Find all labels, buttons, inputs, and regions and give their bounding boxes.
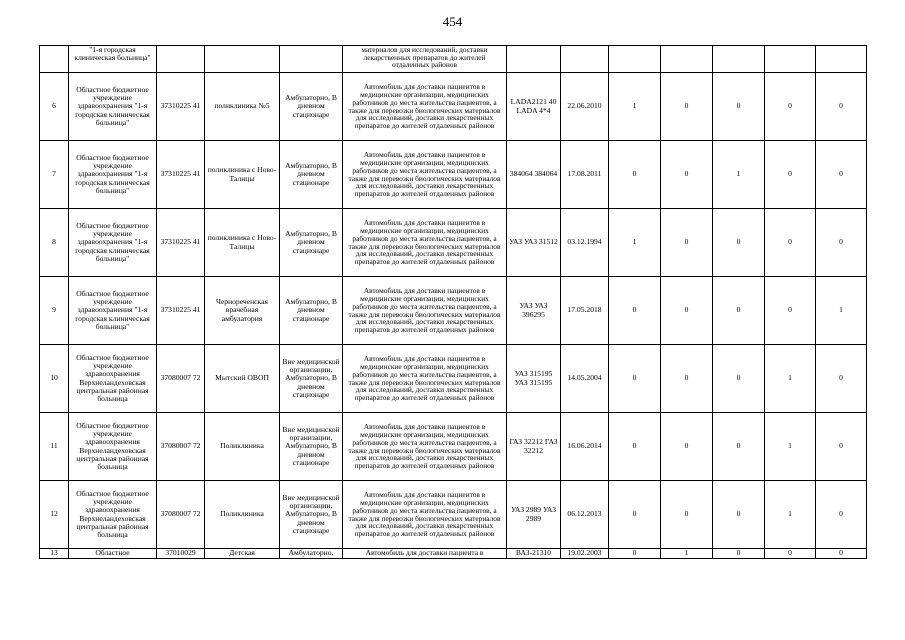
count-cell-3: 0 [713,481,765,549]
row-number-cell: 12 [40,481,69,549]
vehicle-purpose-cell: Автомобиль для доставки пациентов в медицинские организации, медицинских работников до места жительства пациентов, а также для перевозки биологических материалов для исследований, доставки лекарственных препаратов до жителей отдаленных районов [343,345,507,413]
department-cell: Поликлиника [205,481,280,549]
count-cell-5: 0 [816,549,867,559]
vehicle-model-cell: 384064 384064 [507,141,561,209]
count-cell-4: 1 [765,413,816,481]
row-number-cell: 8 [40,209,69,277]
registration-date-cell: 16.06.2014 [561,413,609,481]
row-number-cell [40,46,69,73]
care-mode-cell [280,46,343,73]
organization-cell: Областное бюджетное учреждение здравоохранения "1-я городская клиническая больница" [69,277,157,345]
count-cell-3: 0 [713,277,765,345]
vehicle-model-cell: УАЗ 2989 УАЗ 2989 [507,481,561,549]
count-cell-2: 0 [661,209,713,277]
vehicle-model-cell: LADA2121 40 LADA 4*4 [507,73,561,141]
count-cell-4: 0 [765,209,816,277]
row-number-cell: 7 [40,141,69,209]
vehicle-purpose-cell: Автомобиль для доставки пациентов в медицинские организации, медицинских работников до места жительства пациентов, а также для перевозки биологических материалов для исследований, доставки лекарственных препаратов до жителей отдаленных районов [343,141,507,209]
registration-date-cell: 19.02.2003 [561,549,609,559]
org-code-cell: 37080007 72 [157,345,205,413]
count-cell-5: 0 [816,209,867,277]
department-cell: Поликлиника [205,413,280,481]
count-cell-1: 0 [609,345,661,413]
count-cell-3: 0 [713,413,765,481]
vehicle-purpose-cell: Автомобиль для доставки пациентов в медицинские организации, медицинских работников до места жительства пациентов, а также для перевозки биологических материалов для исследований, доставки лекарственных препаратов до жителей отдаленных районов [343,413,507,481]
count-cell-5: 0 [816,413,867,481]
organization-cell: Областное бюджетное учреждение здравоохранения "1-я городская клиническая больница" [69,209,157,277]
count-cell-3: 0 [713,345,765,413]
vehicle-purpose-cell: материалов для исследований, доставки лекарственных препаратов до жителей отдаленных районов [343,46,507,73]
count-cell-2: 0 [661,73,713,141]
vehicle-model-cell: УАЗ 315195 УАЗ 315195 [507,345,561,413]
registration-date-cell: 22.06.2010 [561,73,609,141]
registration-date-cell: 17.05.2018 [561,277,609,345]
organization-cell: Областное бюджетное учреждение здравоохранения Верхнеландеховская центральная районная больница [69,345,157,413]
count-cell-1: 0 [609,549,661,559]
organization-cell: Областное бюджетное учреждение здравоохранения Верхнеландеховская центральная районная больница [69,413,157,481]
department-cell: Детская [205,549,280,559]
org-code-cell [157,46,205,73]
count-cell-5: 0 [816,481,867,549]
vehicle-purpose-cell: Автомобиль для доставки пациентов в медицинские организации, медицинских работников до места жительства пациентов, а также для перевозки биологических материалов для исследований, доставки лекарственных препаратов до жителей отдаленных районов [343,73,507,141]
registration-date-cell: 03.12.1994 [561,209,609,277]
count-cell-2: 0 [661,345,713,413]
department-cell [205,46,280,73]
organization-cell: Областное бюджетное учреждение здравоохранения "1-я городская клиническая больница" [69,73,157,141]
table-row [40,141,867,209]
registration-date-cell: 06.12.2013 [561,481,609,549]
count-cell-2: 0 [661,277,713,345]
table-row [40,481,867,549]
organization-cell: Областное бюджетное учреждение здравоохранения "1-я городская клиническая больница" [69,141,157,209]
count-cell-5: 0 [816,73,867,141]
count-cell-2 [661,46,713,73]
row-number-cell: 6 [40,73,69,141]
org-code-cell: 37310225 41 [157,209,205,277]
vehicle-purpose-cell: Автомобиль для доставки пациентов в медицинские организации, медицинских работников до места жительства пациентов, а также для перевозки биологических материалов для исследований, доставки лекарственных препаратов до жителей отдаленных районов [343,209,507,277]
count-cell-4 [765,46,816,73]
count-cell-4: 0 [765,141,816,209]
care-mode-cell: Амбулаторно, В дневном стационаре [280,277,343,345]
count-cell-4: 0 [765,549,816,559]
count-cell-5: 0 [816,345,867,413]
count-cell-1: 0 [609,481,661,549]
table-row [40,46,867,73]
org-code-cell: 37080007 72 [157,481,205,549]
row-number-cell: 10 [40,345,69,413]
row-number-cell: 11 [40,413,69,481]
count-cell-1: 1 [609,73,661,141]
vehicle-model-cell [507,46,561,73]
vehicle-registry-table [39,45,867,559]
care-mode-cell: Амбулаторно, В дневном стационаре [280,209,343,277]
count-cell-1: 0 [609,413,661,481]
care-mode-cell: Вне медицинской организации, Амбулаторно, В дневном стационаре [280,345,343,413]
care-mode-cell: Амбулаторно, В дневном стационаре [280,73,343,141]
count-cell-2: 0 [661,481,713,549]
count-cell-1: 0 [609,277,661,345]
vehicle-purpose-cell: Автомобиль для доставки пациента в [343,549,507,559]
count-cell-5: 1 [816,277,867,345]
count-cell-4: 0 [765,277,816,345]
count-cell-2: 1 [661,549,713,559]
organization-cell: Областное [69,549,157,559]
department-cell: поликлиника с Ново-Талицы [205,141,280,209]
count-cell-3: 1 [713,141,765,209]
department-cell: Чернореченская врачебная амбулатория [205,277,280,345]
count-cell-4: 1 [765,481,816,549]
count-cell-4: 1 [765,345,816,413]
organization-cell: "1-я городская клиническая больница" [69,46,157,73]
count-cell-3 [713,46,765,73]
table-row [40,277,867,345]
count-cell-3: 0 [713,73,765,141]
table-row [40,549,867,559]
org-code-cell: 37310225 41 [157,73,205,141]
vehicle-model-cell: ГАЗ 32212 ГАЗ 32212 [507,413,561,481]
registration-date-cell: 14.05.2004 [561,345,609,413]
registration-date-cell: 17.08.2011 [561,141,609,209]
table-row [40,209,867,277]
care-mode-cell: Амбулаторно, [280,549,343,559]
table-row [40,345,867,413]
vehicle-model-cell: УАЗ УАЗ 396295 [507,277,561,345]
count-cell-5: 0 [816,141,867,209]
table-row [40,413,867,481]
row-number-cell: 9 [40,277,69,345]
department-cell: Мытский ОВОП [205,345,280,413]
org-code-cell: 37310225 41 [157,277,205,345]
care-mode-cell: Вне медицинской организации, Амбулаторно, В дневном стационаре [280,481,343,549]
department-cell: поликлиника с Ново-Талицы [205,209,280,277]
count-cell-1: 0 [609,141,661,209]
org-code-cell: 37310225 41 [157,141,205,209]
count-cell-5 [816,46,867,73]
vehicle-model-cell: ВАЗ-21310 [507,549,561,559]
count-cell-3: 0 [713,549,765,559]
org-code-cell: 37080007 72 [157,413,205,481]
count-cell-1 [609,46,661,73]
vehicle-purpose-cell: Автомобиль для доставки пациентов в медицинские организации, медицинских работников до места жительства пациентов, а также для перевозки биологических материалов для исследований, доставки лекарственных препаратов до жителей отдаленных районов [343,277,507,345]
row-number-cell: 13 [40,549,69,559]
care-mode-cell: Амбулаторно, В дневном стационаре [280,141,343,209]
table-row [40,73,867,141]
org-code-cell: 37010029 [157,549,205,559]
count-cell-4: 0 [765,73,816,141]
count-cell-1: 1 [609,209,661,277]
page-number: 454 [442,14,463,29]
vehicle-model-cell: УАЗ УАЗ 31512 [507,209,561,277]
care-mode-cell: Вне медицинской организации, Амбулаторно, В дневном стационаре [280,413,343,481]
count-cell-3: 0 [713,209,765,277]
count-cell-2: 0 [661,413,713,481]
registration-date-cell [561,46,609,73]
organization-cell: Областное бюджетное учреждение здравоохранения Верхнеландеховская центральная районная больница [69,481,157,549]
count-cell-2: 0 [661,141,713,209]
department-cell: поликлиника №5 [205,73,280,141]
vehicle-purpose-cell: Автомобиль для доставки пациентов в медицинские организации, медицинских работников до места жительства пациентов, а также для перевозки биологических материалов для исследований, доставки лекарственных препаратов до жителей отдаленных районов [343,481,507,549]
